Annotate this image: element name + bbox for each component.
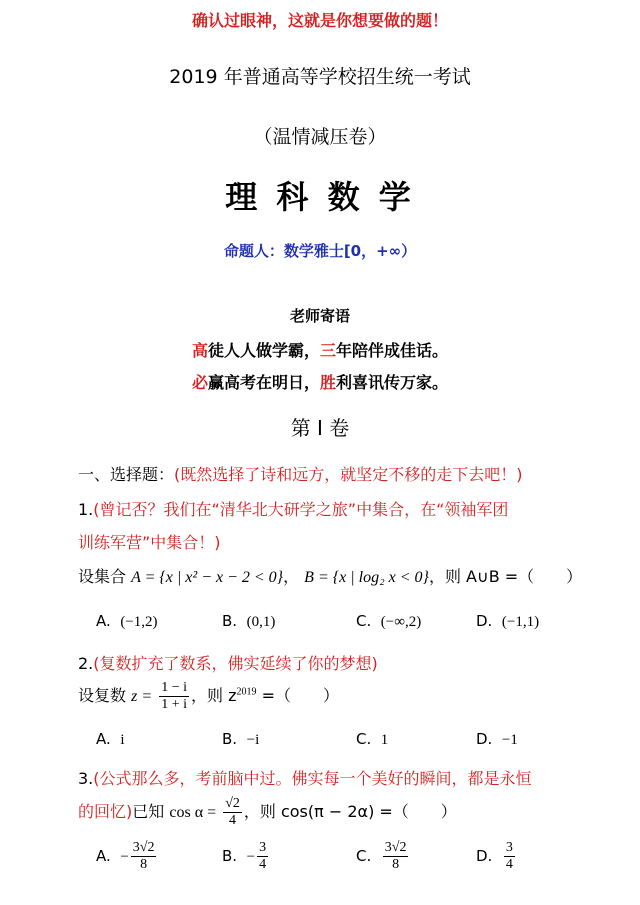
subject-title: 理 科 数 学	[225, 178, 415, 216]
q2-option-b[interactable]: B. −i	[222, 730, 260, 748]
q3-note-line-1	[78, 766, 532, 789]
author-line: 命题人：数学雅士[0，+∞）	[223, 242, 417, 260]
section-heading	[78, 462, 523, 485]
wish-text: 年陪伴成佳话。	[336, 341, 449, 360]
stem-ask: ，则 A∪B =（ ）	[428, 567, 583, 586]
q3-stem	[78, 796, 457, 829]
q2-stem	[78, 680, 339, 713]
q3-option-a[interactable]: A. − $\frac{3√2}{8}$	[96, 840, 155, 872]
wish-mid-char: 胜	[320, 373, 337, 392]
set-b-formula: B = {x | log₂ x < 0}	[304, 569, 429, 586]
z-var: z =	[131, 688, 153, 705]
wish-line-1	[0, 338, 640, 361]
cos-alpha: cos α =	[169, 804, 217, 821]
power: 2019	[236, 686, 257, 698]
wish-text: 赢高考在明日，	[207, 373, 320, 392]
q3-option-c[interactable]: C. $\frac{3√2}{8}$	[356, 840, 407, 872]
q2-option-c[interactable]: C. 1	[356, 730, 389, 748]
stem-ask: ，则 z	[191, 686, 237, 705]
q2-option-a[interactable]: A. i	[96, 730, 125, 748]
wish-text: 徒人人做学霸，	[207, 341, 320, 360]
q1-option-d[interactable]: D. (−1,1)	[476, 612, 540, 630]
question-note: (曾记否？我们在“清华北大研学之旅”中集合，在“领袖军团	[93, 500, 509, 519]
q1-option-b[interactable]: B. (0,1)	[222, 612, 276, 630]
stem-ask-end: =（ ）	[256, 686, 340, 705]
wish-text: 利喜讯传万家。	[336, 373, 449, 392]
set-a-formula: A = {x | x² − x − 2 < 0}	[131, 569, 284, 586]
stem-prefix: 设复数	[78, 686, 127, 705]
section-note: (既然选择了诗和远方，就坚定不移的走下去吧！)	[174, 465, 523, 484]
q1-stem: 设集合 A = {x | x² − x − 2 < 0}， B = {x | log₂ x < 0}，则 A∪B =（ ）	[78, 567, 583, 586]
wish-mid-char: 三	[320, 341, 337, 360]
q3-option-b[interactable]: B. − $\frac{3}{4}$	[222, 840, 267, 872]
banner-text: 确认过眼神，这就是你想要做的题！	[191, 11, 448, 30]
volume-title: 第 I 卷	[290, 416, 350, 440]
stem-prefix: 已知	[132, 802, 165, 821]
exam-subtitle: （温情减压卷）	[253, 126, 387, 148]
wish-first-char: 必	[191, 373, 208, 392]
q3-fraction: $\frac{√2}{4}$	[225, 796, 240, 828]
question-note: (复数扩充了数系，佛实延续了你的梦想)	[93, 654, 378, 673]
q1-option-c[interactable]: C. (−∞,2)	[356, 612, 422, 630]
q1-note-line-1	[78, 497, 508, 520]
teacher-heading: 老师寄语	[289, 307, 350, 325]
q1-option-a[interactable]: A. (−1,2)	[96, 612, 158, 630]
q2-option-d[interactable]: D. −1	[476, 730, 518, 748]
q2-note-line	[78, 651, 378, 674]
question-note: 的回忆)	[78, 802, 133, 821]
q3-option-d[interactable]: D. $\frac{3}{4}$	[476, 840, 513, 872]
question-number: 2.	[78, 654, 94, 673]
stem-prefix: 设集合	[78, 567, 127, 586]
section-label: 一、选择题：	[78, 465, 175, 484]
wish-line-2	[0, 370, 640, 393]
question-number: 1.	[78, 500, 94, 519]
wish-first-char: 高	[191, 341, 208, 360]
exam-title: 2019 年普通高等学校招生统一考试	[169, 66, 471, 88]
question-note: (公式那么多，考前脑中过。佛实每一个美好的瞬间，都是永恒	[93, 769, 532, 788]
q1-note-line-2: 训练军营”中集合！)	[78, 533, 221, 552]
stem-ask: ，则 cos(π − 2α) =（ ）	[243, 802, 457, 821]
question-number: 3.	[78, 769, 94, 788]
q2-fraction: $\frac{1 - i}{1 + i}$	[161, 680, 188, 712]
